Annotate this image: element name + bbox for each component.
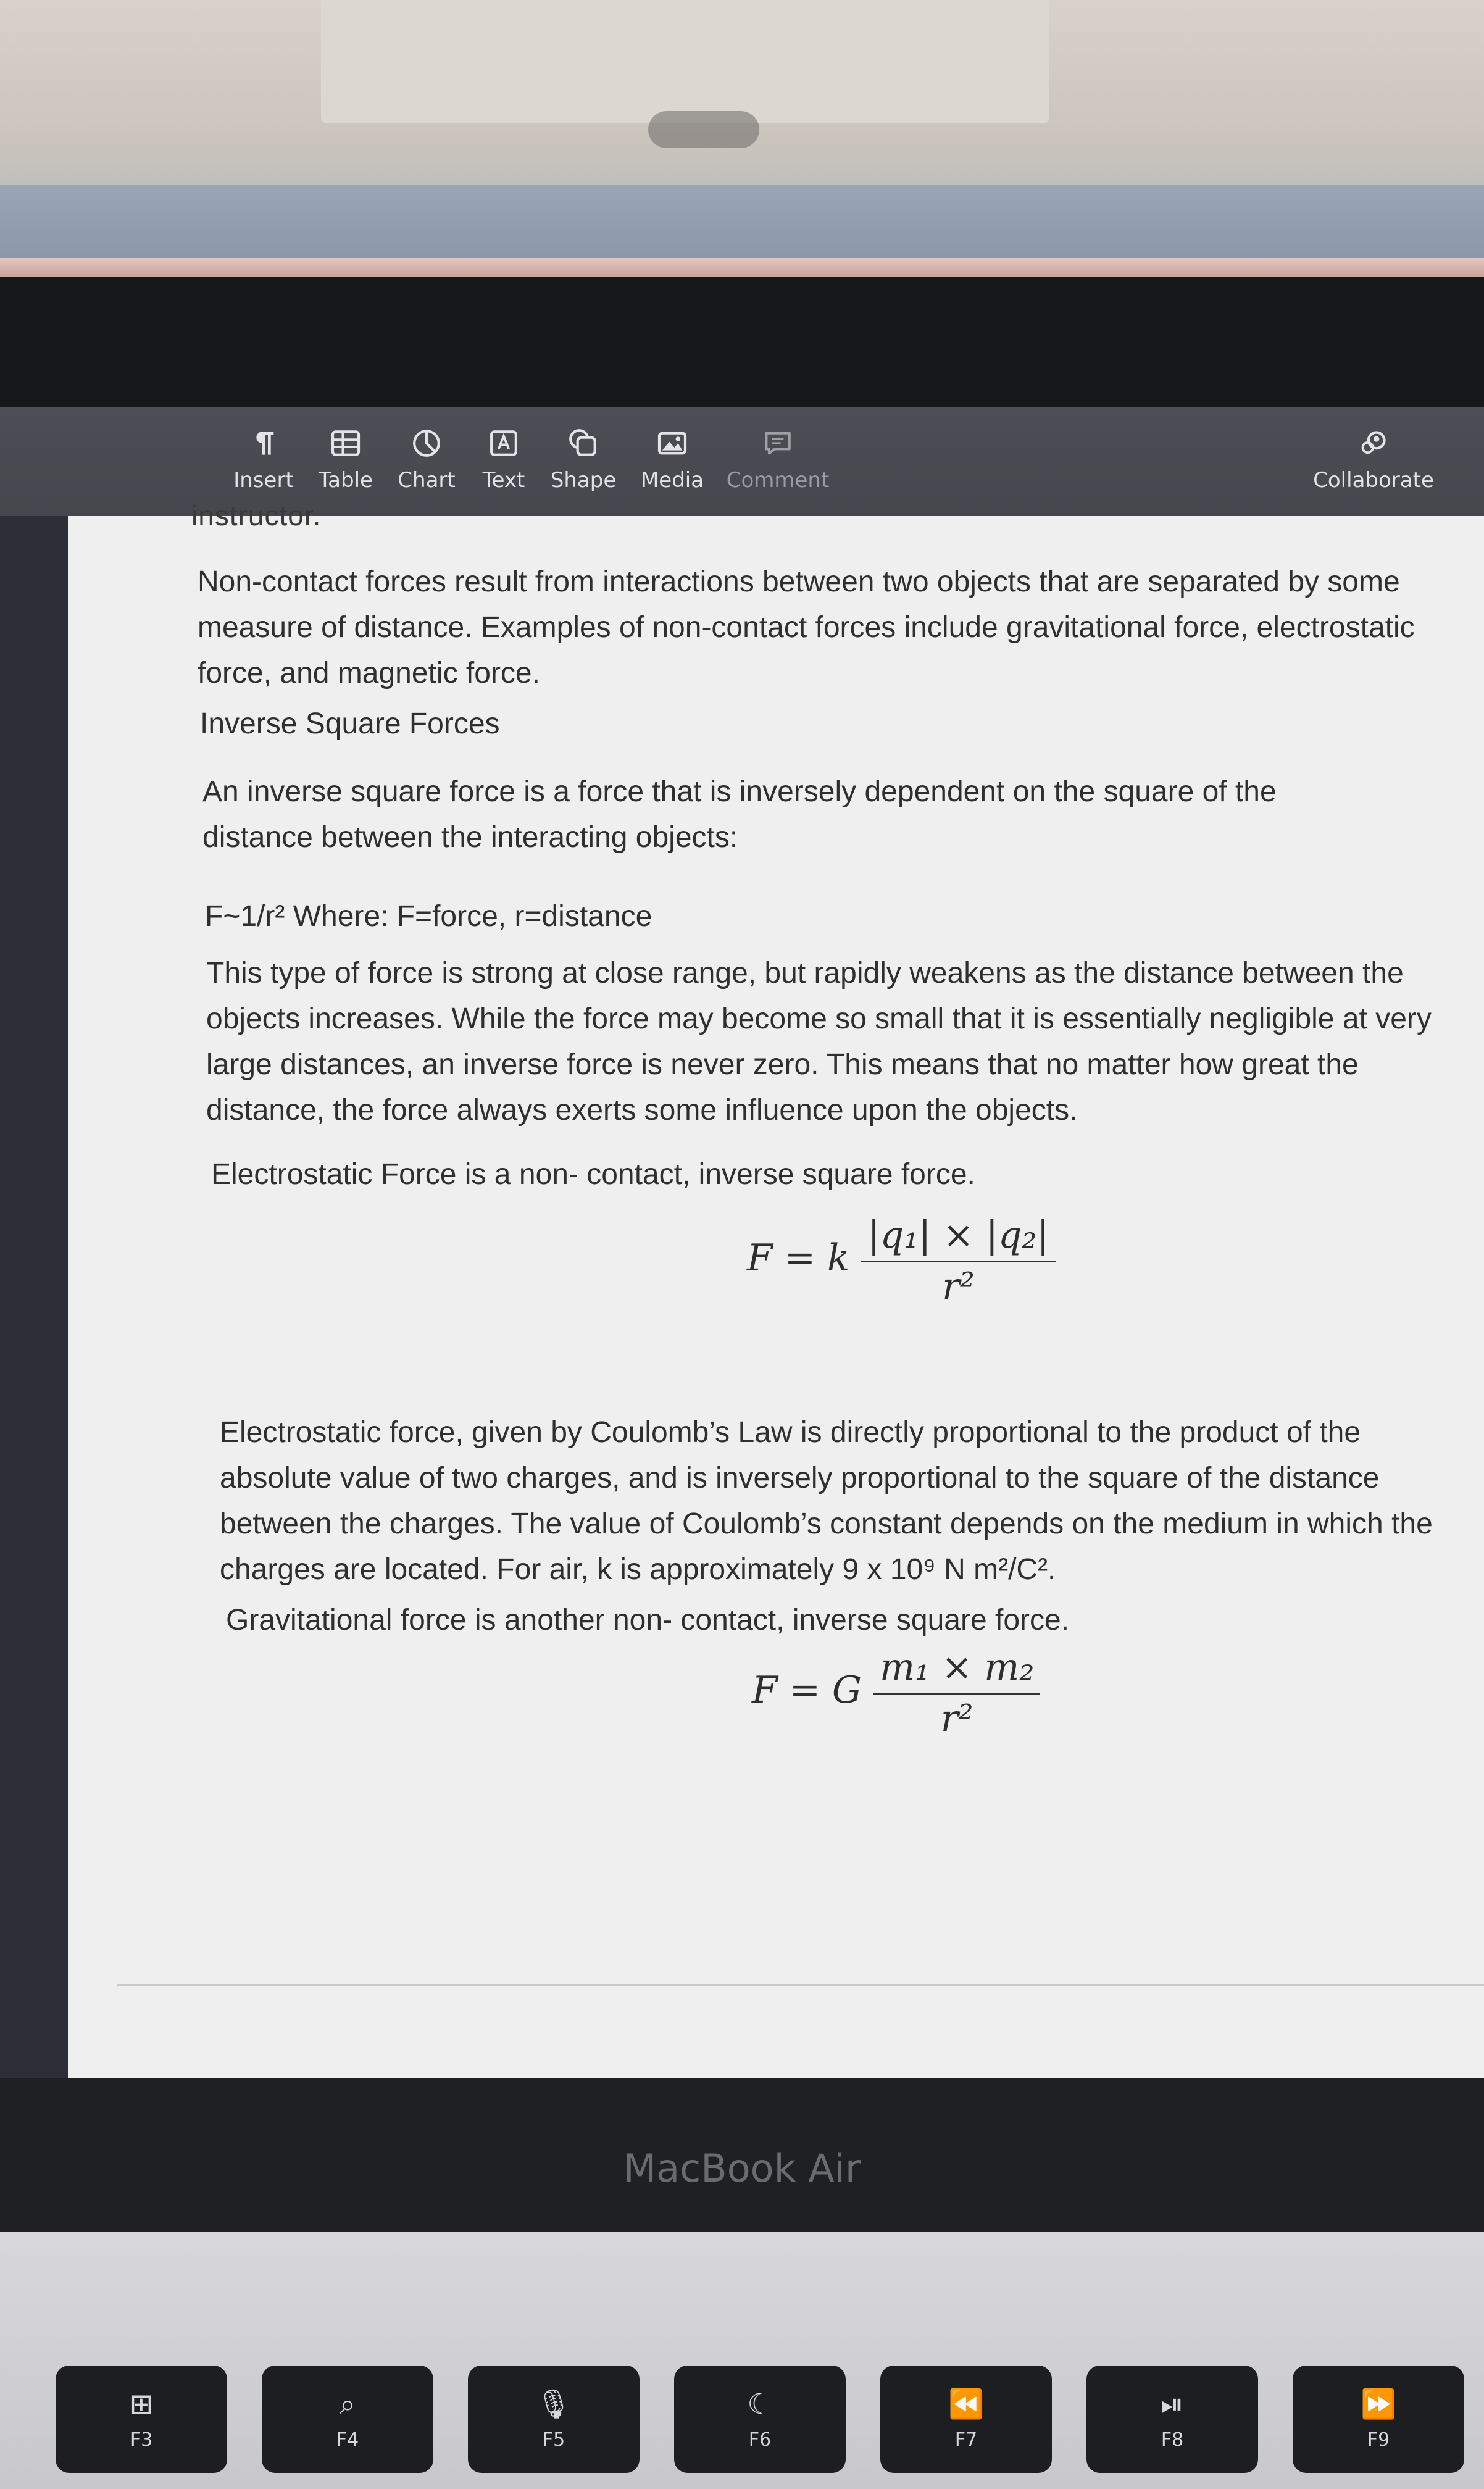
table-icon (328, 426, 363, 461)
coulomb-formula-numerator: |q₁| × |q₂| (861, 1214, 1055, 1262)
mission-control-icon: ⊞ (129, 2387, 154, 2420)
previous-line-text: instructor. (191, 499, 322, 532)
collaborate-button[interactable] (1303, 426, 1444, 506)
chart-icon (409, 426, 444, 461)
dictation-mic-icon: 🎙 (535, 2387, 572, 2420)
media-icon (655, 426, 690, 461)
key-f3[interactable] (56, 2366, 227, 2473)
text-box-icon (486, 426, 521, 461)
paragraph-force-range: This type of force is strong at close range, but rapidly weakens as the distance between the objects increases. While the force may become so small that it is essentially negligible at very large distances, an inverse force is never zero. This means that no matter how great the distance, the force always exerts some influence upon the objects. (206, 957, 1432, 1127)
page-break-line (117, 1984, 1484, 1986)
keyboard-deck (0, 2232, 1484, 2489)
background-furniture (321, 0, 1049, 123)
gravitational-law-formula (752, 1646, 1040, 1740)
paragraph-inverse-square-definition: An inverse square force is a force that is inversely dependent on the square of the distance between the interacting objects: (202, 775, 1277, 854)
laptop-chin (0, 2078, 1484, 2232)
rewind-icon: ⏪ (948, 2387, 984, 2420)
comment-icon (761, 426, 795, 461)
paragraph-gravitational-intro: Gravitational force is another non- contact, inverse square force. (226, 1604, 1070, 1636)
key-f4-label: F4 (336, 2429, 359, 2451)
coulomb-law-formula (747, 1214, 1056, 1308)
gravity-formula-numerator: m₁ × m₂ (873, 1646, 1040, 1695)
collaborate-icon (1356, 426, 1391, 461)
background-room (0, 0, 1484, 272)
shape-label: Shape (550, 468, 617, 493)
comment-button[interactable] (725, 426, 830, 506)
gravity-formula-lhs: F = G (752, 1669, 862, 1712)
paragraph-non-contact-forces: Non-contact forces result from interactions between two objects that are separated by some measure of distance. Examples of non-contact forces include gravitational force, electrostatic force, and magnetic force. (198, 565, 1415, 690)
spotlight-search-icon: ⌕ (340, 2387, 356, 2420)
do-not-disturb-moon-icon: ☾ (747, 2387, 773, 2420)
paragraph-coulombs-law: Electrostatic force, given by Coulomb’s Law is directly proportional to the product of the absolute value of two charges, and is inversely proportional to the square of the distance between the charges. The value of Coulomb’s constant depends on the medium in which the charges are located. For air, k is approximately 9 x 10⁹ N m²/C². (220, 1416, 1433, 1586)
media-label: Media (640, 468, 704, 493)
background-handle (648, 111, 759, 148)
key-f7[interactable] (880, 2366, 1052, 2473)
key-f5-label: F5 (542, 2429, 565, 2451)
key-f9-label: F9 (1367, 2429, 1390, 2451)
coulomb-formula-denominator: r² (942, 1265, 975, 1308)
device-brand-label: MacBook Air (623, 2146, 861, 2191)
media-button[interactable] (620, 426, 725, 506)
key-f6[interactable] (674, 2366, 846, 2473)
play-pause-icon: ⏯ (1161, 2387, 1184, 2420)
gravity-formula-denominator: r² (940, 1697, 973, 1740)
collaborate-label: Collaborate (1313, 468, 1434, 493)
coulomb-formula-fraction (861, 1214, 1055, 1308)
coulomb-formula-lhs: F = k (747, 1236, 850, 1280)
paragraph-electrostatic-intro: Electrostatic Force is a non- contact, inverse square force. (211, 1158, 975, 1191)
key-f6-label: F6 (748, 2429, 772, 2451)
gravity-formula-fraction (873, 1646, 1040, 1740)
key-f7-label: F7 (954, 2429, 978, 2451)
paragraph-icon (246, 426, 281, 461)
window-left-margin (0, 516, 68, 2078)
fast-forward-icon: ⏩ (1361, 2387, 1396, 2420)
comment-label: Comment (726, 468, 830, 493)
chart-label: Chart (398, 468, 456, 493)
key-f8-label: F8 (1161, 2429, 1184, 2451)
insert-label: Insert (233, 468, 294, 493)
key-f4[interactable] (262, 2366, 433, 2473)
key-f8[interactable] (1086, 2366, 1258, 2473)
paragraph-force-relation: F~1/r² Where: F=force, r=distance (205, 900, 652, 933)
key-f9[interactable] (1293, 2366, 1464, 2473)
key-f3-label: F3 (130, 2429, 153, 2451)
text-label: Text (482, 468, 525, 493)
laptop-lid-edge (0, 258, 1484, 277)
shape-icon (566, 426, 601, 461)
key-f5[interactable] (468, 2366, 640, 2473)
table-label: Table (319, 468, 373, 493)
heading-inverse-square-forces: Inverse Square Forces (200, 707, 500, 740)
document-page[interactable] (68, 499, 1484, 2078)
